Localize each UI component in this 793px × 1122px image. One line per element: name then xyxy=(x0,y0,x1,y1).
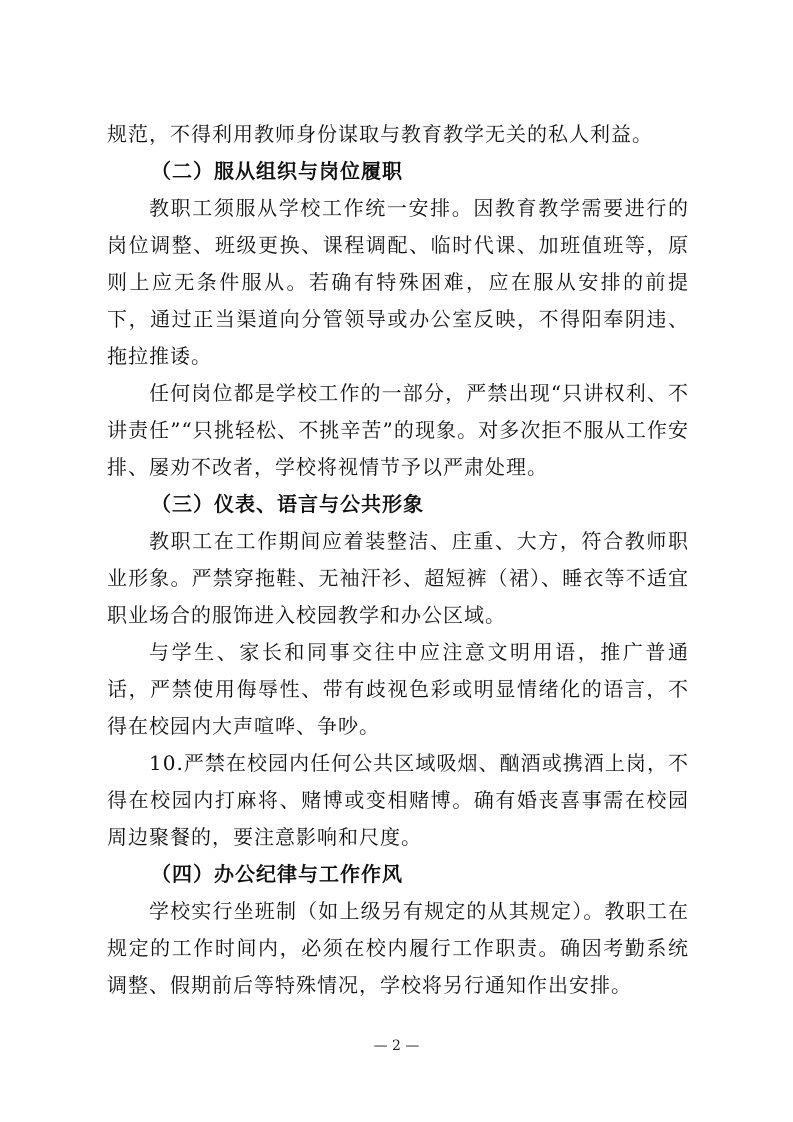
document-body xyxy=(107,116,689,1004)
paragraph-language: 与学生、家长和同事交往中应注意文明用语，推广普通话，严禁使用侮辱性、带有歧视色彩或明显情绪化的语言，不得在校园内大声喧哗、争吵。 xyxy=(107,640,689,738)
page-number: — 2 — xyxy=(373,1038,420,1054)
paragraph-obey-arrangement: 教职工须服从学校工作统一安排。因教育教学需要进行的岗位调整、班级更换、课程调配、临时代课、加班值班等，原则上应无条件服从。若确有特殊困难，应在服从安排的前提下，通过正当渠道向分管领导或办公室反映，不得阳奉阴违、拖拉推诿。 xyxy=(107,196,689,368)
paragraph-item-10: 10.严禁在校园内任何公共区域吸烟、酗酒或携酒上岗，不得在校园内打麻将、赌博或变相赌博。确有婚丧喜事需在校园周边聚餐的，要注意影响和尺度。 xyxy=(107,751,689,849)
paragraph-every-post: 任何岗位都是学校工作的一部分，严禁出现“只讲权利、不讲责任”“只挑轻松、不挑辛苦”的现象。对多次拒不服从工作安排、屡劝不改者，学校将视情节予以严肃处理。 xyxy=(107,381,689,479)
section-heading-3: （三）仪表、语言与公共形象 xyxy=(151,492,424,516)
paragraph-dress-code: 教职工在工作期间应着装整洁、庄重、大方，符合教师职业形象。严禁穿拖鞋、无袖汗衫、超短裤（裙）、睡衣等不适宜职业场合的服饰进入校园教学和办公区域。 xyxy=(107,529,689,627)
paragraph-office-discipline: 学校实行坐班制（如上级另有规定的从其规定）。教职工在规定的工作时间内，必须在校内履行工作职责。确因考勤系统调整、假期前后等特殊情况，学校将另行通知作出安排。 xyxy=(107,899,689,997)
paragraph-continuation: 规范，不得利用教师身份谋取与教育教学无关的私人利益。 xyxy=(107,122,653,146)
section-heading-4: （四）办公纪律与工作作风 xyxy=(151,862,403,886)
section-heading-2: （二）服从组织与岗位履职 xyxy=(151,159,403,183)
